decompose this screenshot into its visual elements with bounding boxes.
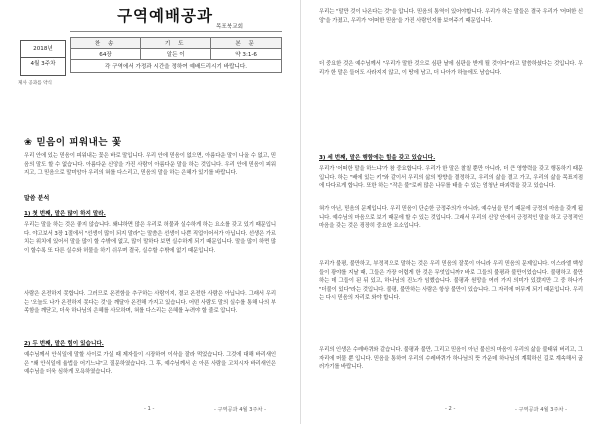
point-one-paragraph: 우리는 말을 하는 것은 좋지 않습니다. 왜냐하면 많은 우리로 허물과 실수하게 하는 요소를 갖고 있기 때문입니다. 야고보서 3장 1절에서 "선생이 많이 되지 말라"는 말씀은 선생이 나쁜 직업이어서가 아닙니다. 선생은 가르치는 위치에 있어서 말을 많이 할 수밖에 없고, 많이 말하다 보면 실수하게 되기 때문입니다. 말을 많이 하면 많이 할수록 또 다른 실수와 허물을 하기 쉬우며 결국, 실수할 수밖에 없기 때문입니다.: [24, 222, 276, 254]
footer-edition-two: - 구역공과 4월 3주차 -: [515, 407, 568, 413]
scripture-header: 본 문: [211, 38, 282, 49]
date-box: [20, 40, 66, 76]
date-year: 2018년: [21, 41, 65, 58]
footer-edition: - 구역공과 4월 3주차 -: [214, 407, 267, 413]
worship-info-table: [70, 37, 282, 73]
prayer-value: 알든 이: [141, 49, 211, 60]
church-name: 목포북교회: [216, 24, 244, 30]
page-number: - 1 -: [144, 406, 155, 412]
page-number-two: - 2 -: [445, 406, 456, 412]
intro-paragraph: 우리 안에 있는 믿음이 피워내는 꽃은 바로 말입니다. 우리 안에 믿음이 없으면, 아름다운 말이 나올 수 없고, 믿음의 말도 할 수 없습니다. 아름다운 신앙을 가진 사람이 아름다운 말을 하는 것입니다. 우리 안에 믿음이 피워지고, 그 믿음으로 말미암아 우리의 혀를 다스리고, 믿음의 말을 하는 은혜가 있기를 바랍니다.: [24, 153, 276, 177]
hymn-value: 64장: [71, 49, 141, 60]
info-note: 각 구역에서 가정과 시간을 정하여 예배드리시기 바랍니다.: [71, 60, 282, 73]
page-two: [300, 0, 600, 424]
section-title: [24, 134, 122, 148]
p2-paragraph-three: 우리가 '어떠한 말을 하느냐'가 참 중요합니다. 우리가 한 말은 찰칠 뿐만 아니라, 더 큰 영향력을 갖고 행동하기 때문입니다. 하는 "배에 있는 키"와 같이서 우리의 삶의 방향을 결정하고, 우리의 삶을 결고 가고, 우리의 삶을 목표지점에 다다르게 합니다. 또한 하는 "작은 불"로써 많은 나무를 태울 수 있는 엄청난 파괴력을 갖고 있습니다.: [319, 166, 583, 190]
flower-icon: ❀: [24, 137, 33, 148]
point-one-heading: 1) 첫 번째, 말은 많이 하지 말라.: [24, 211, 106, 217]
hymn-header: 찬 송: [71, 38, 141, 49]
point-three-heading: 3) 세 번째, 말은 행함에는 힘을 갖고 있습니다.: [319, 155, 436, 161]
p2-paragraph-two: 더 중요한 것은 예수님께서 "우리가 말한 것으로 심판 날에 심판을 받게 될 것이다"라고 말씀하셨다는 것입니다. 우리가 한 말은 들어도 사라지지 않고, 이 땅에 남고, 더 나아가 하늘에도 남습니다.: [319, 61, 583, 76]
scripture-value: 약 3:1-6: [211, 49, 282, 60]
point-one-paragraph-two: 사람은 온전하지 못합니다. 그러므로 온전함을 추구하는 사람이지, 결코 온전한 사람은 아닙니다. 그래서 우리는 '오늘도 나가 온전하지 못다는 것'을 깨달아 온전해 가지고 있습니다. 어떤 사람도 말의 실수를 통해 나의 부족함을 깨닫고, 더욱 하나님의 은혜를 사모하며, 혀를 다스리는 은혜를 누려야 할 줄로 압니다.: [24, 291, 276, 315]
point-two-heading: 2) 두 번째, 말은 힘이 있습니다.: [24, 341, 104, 347]
p2-paragraph-six: 우리의 인생은 수레바퀴와 같습니다. 불평과 불만, 그리고 믿음이 아닌 불신의 마음이 우리의 삶을 불태워 버리고, 그 자리에 머물 뿐 입니다. 믿음을 통하여 우리의 수레바퀴가 하나님의 뜻 가운데 하나님의 계획하신 길로 계속해서 굴러가기를 바랍니다.: [319, 347, 583, 371]
title-divider: [70, 31, 282, 32]
analysis-heading: 말씀 분석: [24, 195, 50, 202]
p2-paragraph-one: 우리는 "말만 것이 나온다는 것"을 압니다. 믿음의 통역이 있어야합니다. 우리가 하는 말들은 결국 우리가 '어떠한 신앙'을 가졌고, 우리가 '어떠한 믿음'을 가진 사람인지를 보여주기 때문입니다.: [319, 9, 583, 24]
p2-paragraph-four: 혀가 아닌, 믿음의 문제입니다. 우리 믿음이 단순한 긍정주의가 아니라, 예수님을 믿기 때문에 긍정의 마음을 갖게 됩니다. 예수님의 마음으로 보기 때문에 할 수 있는 것입니다. 그래서 우리의 신앙 안에서 긍정적인 말을 하고 긍정적인 마음을 갖는 것은 굉장히 중요한 요소입니다.: [319, 206, 583, 230]
date-week: 4월 3주차: [30, 61, 56, 67]
bulletin-title: 구역예배공과: [117, 7, 213, 25]
p2-paragraph-five: 우리가 불평, 불만하고, 부정적으로 말하는 것은 우리 믿음의 잘못이 아니라 우리 믿음의 문제입니다. 이스라엘 백성들이 광야를 지날 때, 그들은 가장 어렵게 한 것은 무엇입니까? 바로 그들의 불평과 불만이었습니다. 불평하고 불만하는 데 그들이 된 뒤 있고, 하나님의 진노가 임했습니다. 불평과 원망을 여러 가지 의미가 있겠지만 그 중 하나가 "더불이 있다"라는 것입니다. 불평, 불만하는 사람은 항상 불만이 있습니다. 그 자리에 머무게 되기 때문입니다. 우리는 다시 믿음의 자리로 와야 합니다.: [319, 261, 583, 302]
prayer-header: 기 도: [141, 38, 211, 49]
edition-note: 제사 공과를 약식: [18, 81, 52, 86]
point-two-paragraph: 예수님께서 안식일에 말할 사이로 가실 때 제자들이 시장하여 이삭을 잘라 먹었습니다. 그것에 대해 바리새인은 "왜 안식일에 율법을 어기느냐"고 질문하였습니다. 그 후, 예수님께서 손 아픈 사람을 고치시자 바리새인은 예수님을 더욱 심하게 모욕하였습니다.: [24, 352, 276, 376]
section-title-text: 믿음이 피워내는 꽃: [36, 137, 122, 148]
